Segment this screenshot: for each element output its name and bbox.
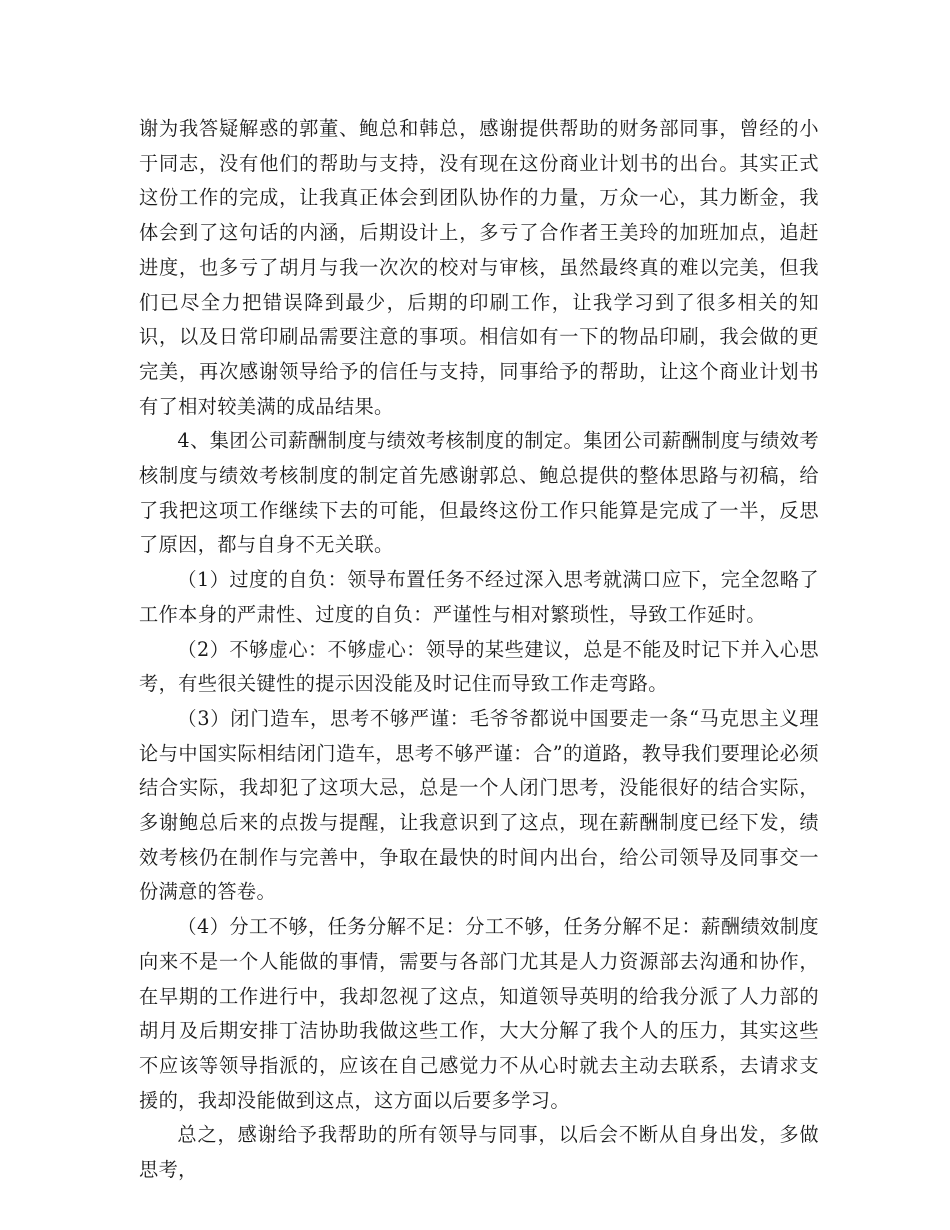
paragraph-reason-2: （2）不够虚心：不够虚心：领导的某些建议，总是不能及时记下并入心思考，有些很关键性的提示因没能及时记住而导致工作走弯路。 [139, 637, 819, 696]
paragraph-reason-3: （3）闭门造车，思考不够严谨：毛爷爷都说中国要走一条“马克思主义理论与中国实际相结闭门造车，思考不够严谨：合”的道路，教导我们要理论必须结合实际，我却犯了这项大忌，总是一个人闭门思考，没能很好的结合实际，多谢鲍总后来的点拨与提醒，让我意识到了这点，现在薪酬制度已经下发，绩效考核仍在制作与完善中，争取在最快的时间内出台，给公司领导及同事交一份满意的答卷。 [139, 706, 819, 904]
paragraph-thanks-continuation: 谢为我答疑解惑的郭董、鲍总和韩总，感谢提供帮助的财务部同事，曾经的小于同志，没有他们的帮助与支持，没有现在这份商业计划书的出台。其实正式这份工作的完成，让我真正体会到团队协作的力量，万众一心，其力断金，我体会到了这句话的内涵，后期设计上，多亏了合作者王美玲的加班加点，追赶进度，也多亏了胡月与我一次次的校对与审核，虽然最终真的难以完美，但我们已尽全力把错误降到最少，后期的印刷工作，让我学习到了很多相关的知识，以及日常印刷品需要注意的事项。相信如有一下的物品印刷，我会做的更完美，再次感谢领导给予的信任与支持，同事给予的帮助，让这个商业计划书有了相对较美满的成品结果。 [139, 117, 819, 418]
paragraph-conclusion: 总之，感谢给予我帮助的所有领导与同事，以后会不断从自身出发，多做思考， [139, 1123, 819, 1182]
paragraph-reason-4: （4）分工不够，任务分解不足：分工不够，任务分解不足：薪酬绩效制度向来不是一个人能做的事情，需要与各部门尤其是人力资源部去沟通和协作，在早期的工作进行中，我却忽视了这点，知道领导英明的给我分派了人力部的胡月及后期安排丁洁协助我做这些工作，大大分解了我个人的压力，其实这些不应该等领导指派的，应该在自己感觉力不从心时就去主动去联系，去请求支援的，我却没能做到这点，这方面以后要多学习。 [139, 915, 819, 1112]
paragraph-reason-1: （1）过度的自负：领导布置任务不经过深入思考就满口应下，完全忽略了工作本身的严肃性、过度的自负：严谨性与相对繁琐性，导致工作延时。 [139, 568, 819, 626]
paragraph-item-4: 4、集团公司薪酬制度与绩效考核制度的制定。集团公司薪酬制度与绩效考核制度与绩效考核制度的制定首先感谢郭总、鲍总提供的整体思路与初稿，给了我把这项工作继续下去的可能，但最终这份工作只能算是完成了一半，反思了原因，都与自身不无关联。 [139, 429, 819, 557]
document-body [139, 112, 819, 1188]
